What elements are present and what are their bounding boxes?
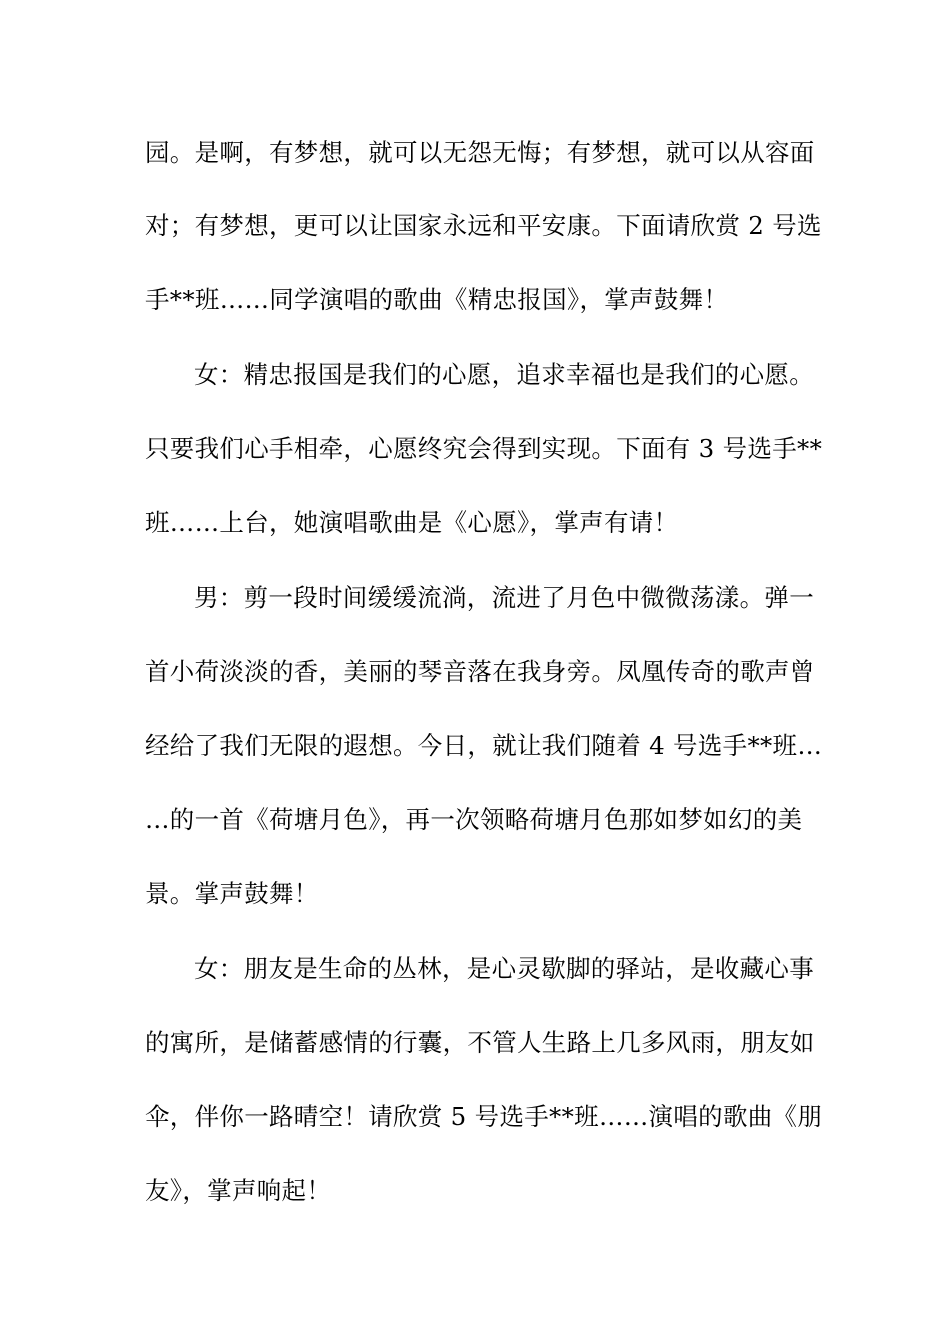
text-line: 伞，伴你一路晴空！请欣赏 5 号选手**班……演唱的歌曲《朋 [145,1102,823,1131]
text-line: 班……上台，她演唱歌曲是《心愿》，掌声有请！ [145,508,679,537]
text-line: 对；有梦想，更可以让国家永远和平安康。下面请欣赏 2 号选 [145,211,822,240]
text-line: 的寓所，是储蓄感情的行囊，不管人生路上几多风雨，朋友如 [145,1028,815,1057]
text-line: 只要我们心手相牵，心愿终究会得到实现。下面有 3 号选手** [145,434,823,463]
text-line: …的一首《荷塘月色》，再一次领略荷塘月色那如梦如幻的美 [145,805,803,834]
text-line: 友》，掌声响起！ [145,1176,332,1205]
text-line: 园。是啊，有梦想，就可以无怨无悔；有梦想，就可以从容面 [145,138,815,167]
text-line: 女：朋友是生命的丛林，是心灵歇脚的驿站，是收藏心事 [194,954,814,983]
text-line: 经给了我们无限的遐想。今日，就让我们随着 4 号选手**班… [145,731,823,760]
text-line: 手**班……同学演唱的歌曲《精忠报国》，掌声鼓舞！ [145,285,729,314]
text-line: 景。掌声鼓舞！ [145,879,319,908]
text-line: 女：精忠报国是我们的心愿，追求幸福也是我们的心愿。 [194,360,814,389]
text-line: 男：剪一段时间缓缓流淌，流进了月色中微微荡漾。弹一 [194,583,814,612]
text-line: 首小荷淡淡的香，美丽的琴音落在我身旁。凤凰传奇的歌声曾 [145,657,815,686]
